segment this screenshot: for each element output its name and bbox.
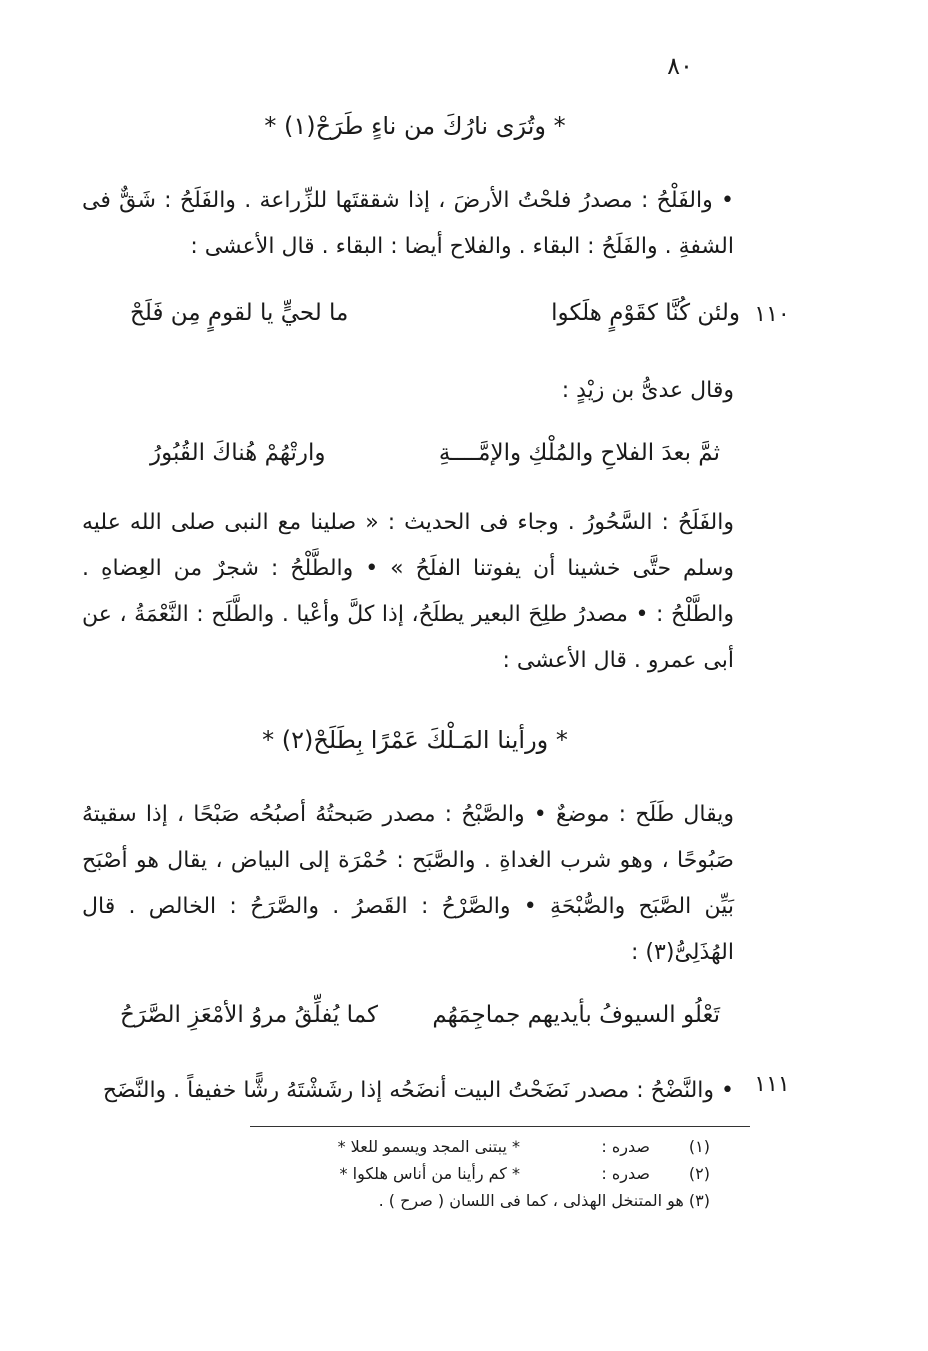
couplet-ashaa — [130, 300, 740, 346]
footnote-1 — [240, 1133, 710, 1160]
verse-hemistich-2: * ورأينا المَـلْكَ عَمْرًا بِطَلَحْ(٢) * — [262, 726, 568, 754]
hemistich-first: ولئن كُنَّا كقَوْمٍ هلَكوا — [551, 300, 740, 326]
line-number-111: ١١١ — [754, 1072, 790, 1097]
hemistich-second: وارتْهُمْ هُناكَ القُبُورُ — [150, 440, 326, 466]
footnote-text: * يبتنى المجد ويسمو للعلا * — [337, 1137, 520, 1156]
hemistich-second: كما يُفلِّقُ مروُ الأمْعَزِ الصَّرَحُ — [120, 1002, 378, 1028]
footnote-divider — [250, 1126, 750, 1127]
footnotes — [240, 1133, 710, 1214]
couplet-hudhali — [120, 1002, 720, 1048]
intro-adi-bin-zayd: وقال عدىُّ بن زيْدٍ : — [561, 378, 734, 403]
paragraph-falah-talh: والفَلَحُ : السَّحُورُ . وجاء فى الحديث : « صلينا مع النبى صلى الله عليه وسلم حتَّى خشينا أن يفوتنا الفلَحُ » • والطَّلْحُ : شجرٌ من العِضاهِ . والطَّلْحُ : • مصدرُ طلِحَ البعير يطلَحُ، إذا كلَّ وأعْيا . والطَّلَح : النَّعْمَةُ ، عن أبى عمرو . قال الأعشى : — [82, 510, 734, 673]
footnote-label: صدره : — [601, 1164, 650, 1183]
paragraph-nadh: • والنَّضْحُ : مصدر نَضَحْتُ البيت أنضَحُه إذا رشَشْتَهُ رشًّا خفيفاً . والنَّضَح — [102, 1078, 734, 1103]
verse-hemistich-1: * وتُرَى نارُكَ من ناءٍ طَرَحْ(١) * — [264, 112, 566, 140]
line-number-110: ١١٠ — [754, 302, 790, 327]
footnote-3 — [240, 1187, 710, 1214]
footnote-text: (٣) هو المتنخل الهذلى ، كما فى اللسان ( صرح ) . — [378, 1191, 710, 1210]
footnote-number: (٢) — [688, 1164, 710, 1183]
page-number: ٨٠ — [667, 52, 693, 80]
hemistich-second: ما لحيٍّ يا لقومٍ مِن فَلَحْ — [130, 300, 349, 326]
footnote-2 — [240, 1160, 710, 1187]
footnote-label: صدره : — [601, 1137, 650, 1156]
couplet-adi — [150, 440, 720, 486]
paragraph-falh: • والفَلْحُ : مصدرُ فلحْتُ الأرضَ ، إذا شققتَها للزِّراعة . والفَلَحُ : شَقٌّ فى الشفةِ . والفَلَحُ : البقاء . والفلاح أيضا : البقاء . قال الأعشى : — [82, 188, 734, 259]
footnote-number: (١) — [688, 1137, 710, 1156]
hemistich-first: تَعْلُو السيوفُ بأيديهم جماجِمَهُم — [432, 1002, 720, 1028]
footnote-text: * كم رأينا من أناس هلكوا * — [339, 1164, 520, 1183]
hemistich-first: ثمَّ بعدَ الفلاحِ والمُلْكِ والإمَّــــةِ — [438, 440, 720, 466]
paragraph-sabh-sarh: ويقال طَلَح : موضعٌ • والصَّبْحُ : مصدر صَبحتُهُ أصبُحُه صَبْحًا ، إذا سقيتهُ صَبُوحًا ، وهو شرب الغداةِ . والصَّبَح : حُمْرَة إلى البياض ، يقال هو أصْبَح بَيِّن الصَّبَح والصُّبْحَةِ • والصَّرْحُ : القَصرُ . والصَّرَحُ : الخالص . قال الهُذَلِىُّ(٣) : — [82, 802, 734, 965]
